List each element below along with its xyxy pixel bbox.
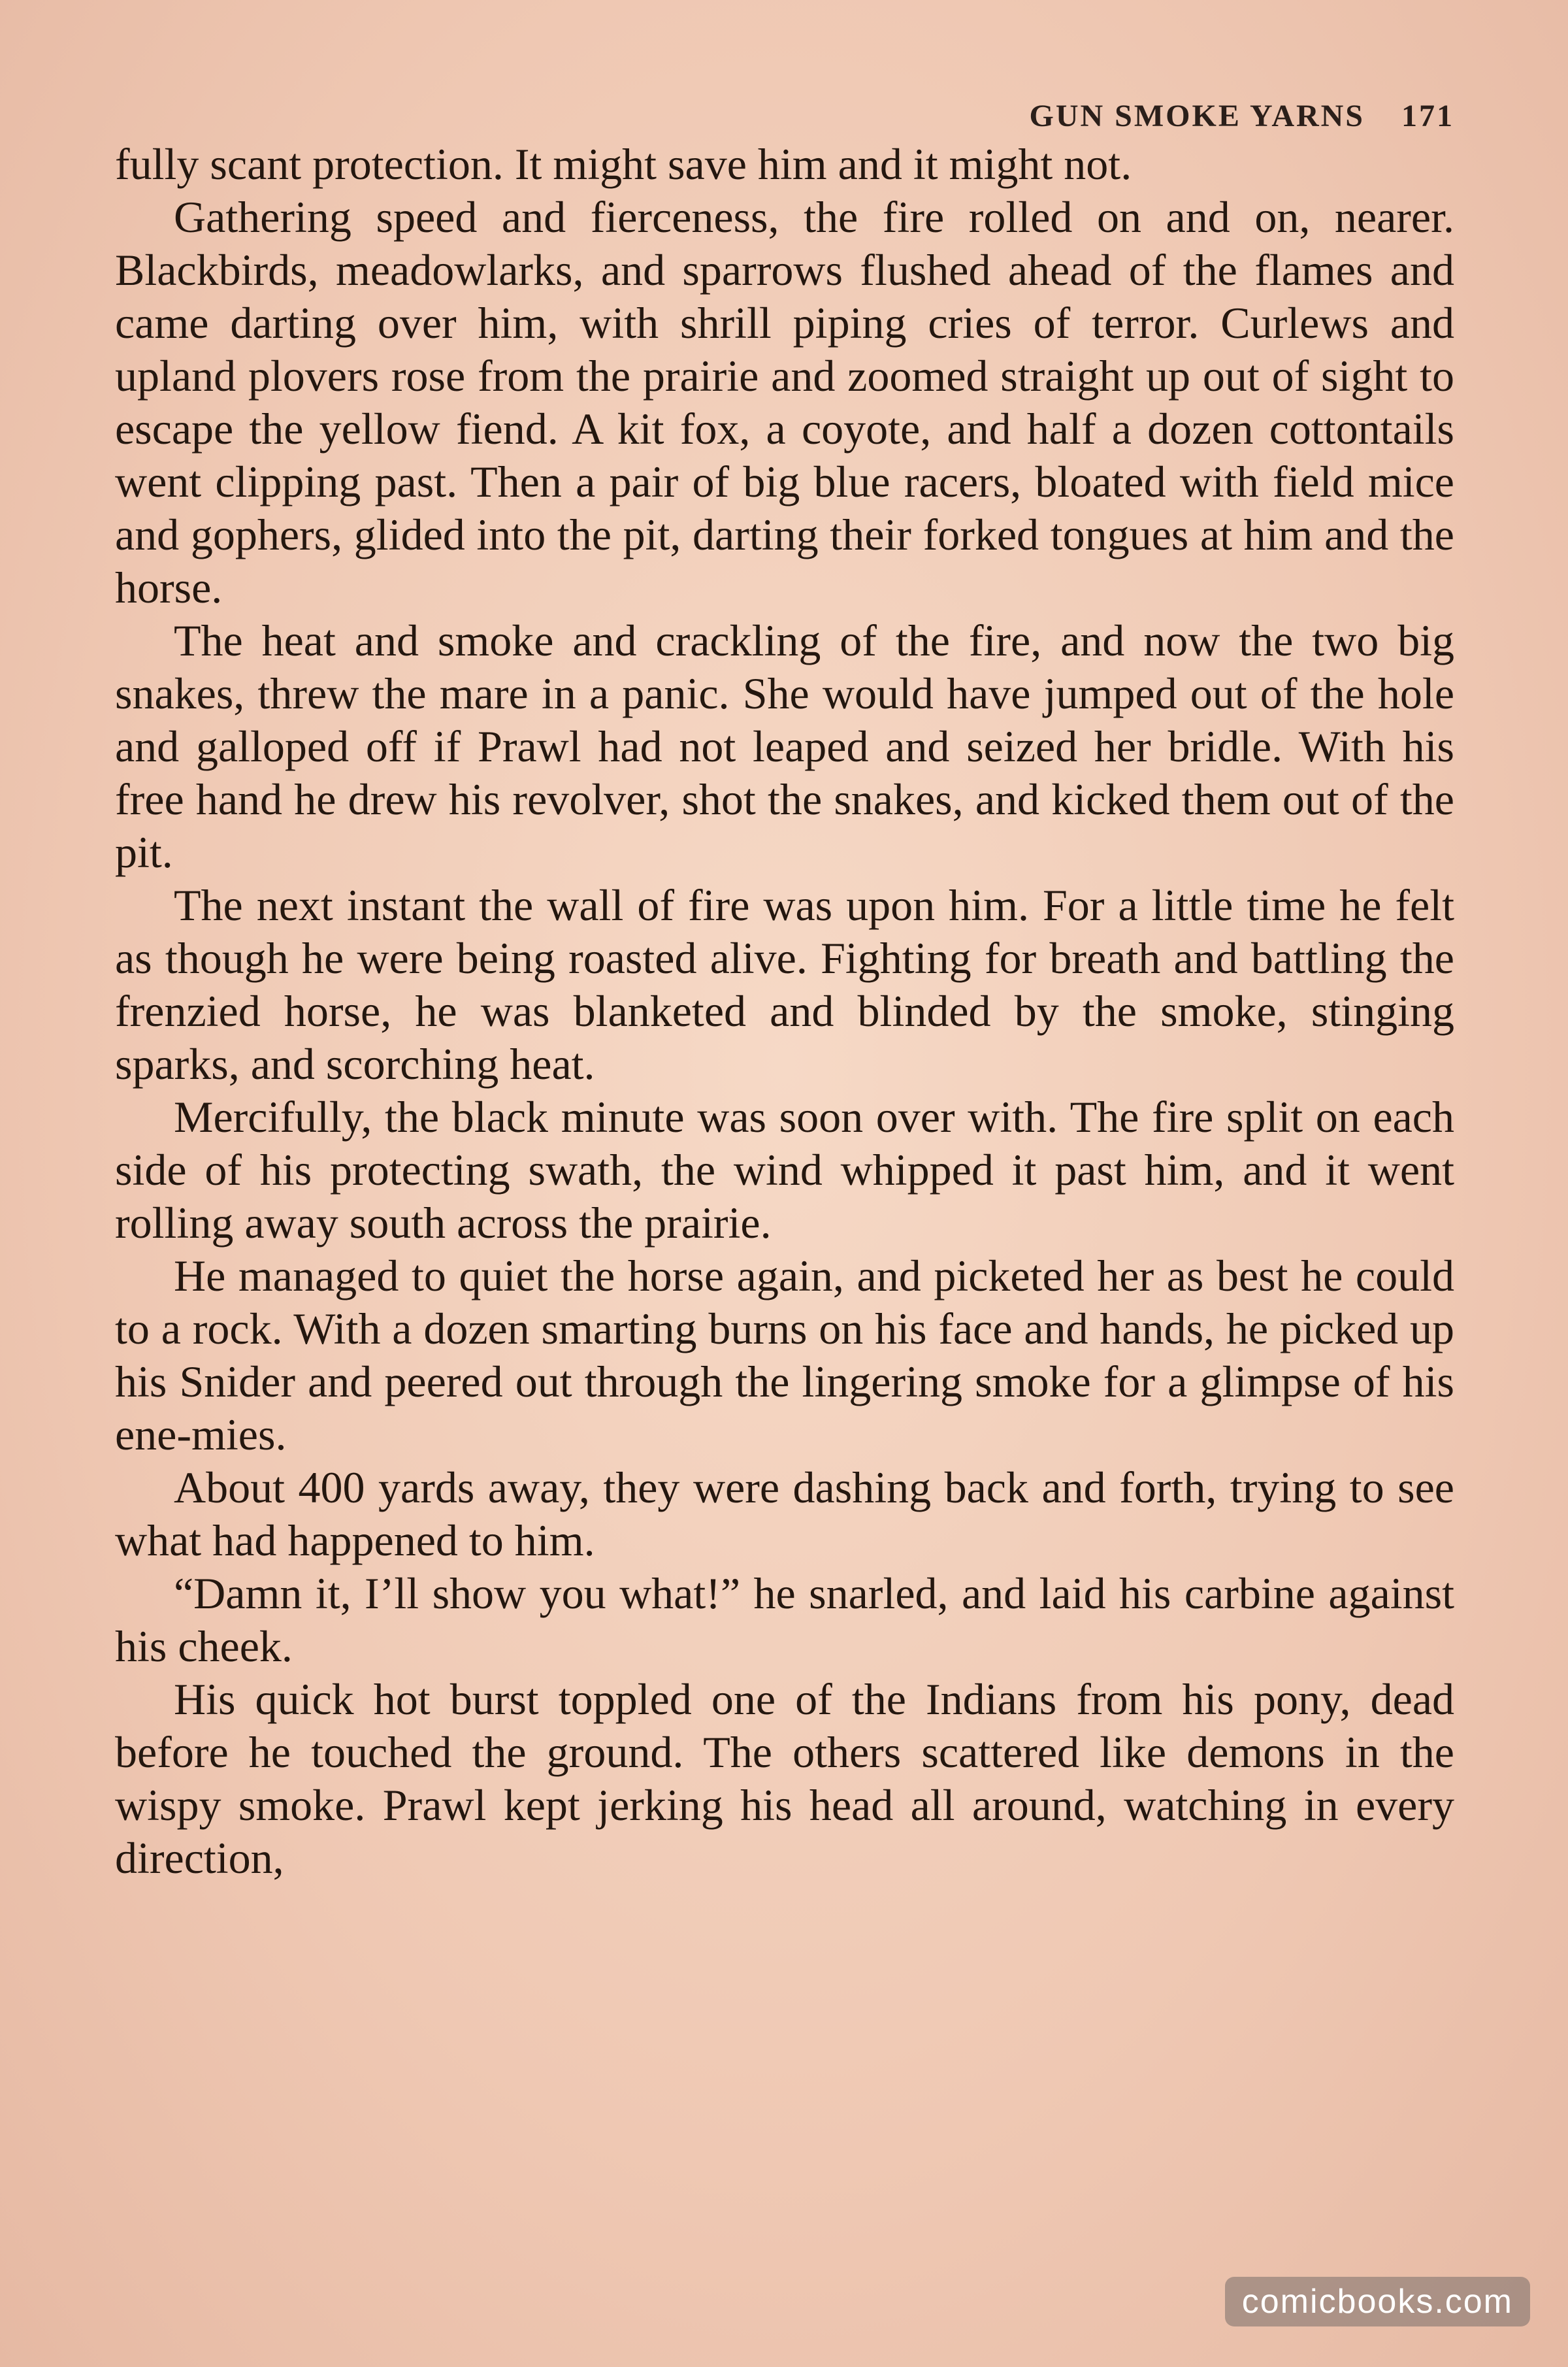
- running-title: GUN SMOKE YARNS: [1029, 99, 1365, 133]
- running-header: [115, 98, 1454, 134]
- paragraph: “Damn it, I’ll show you what!” he snarled, and laid his carbine against his cheek.: [115, 1568, 1454, 1671]
- paragraph-continued: fully scant protection. It might save him and it might not.: [115, 139, 1132, 189]
- watermark: comicbooks.com: [1225, 2277, 1530, 2326]
- paragraph: His quick hot burst toppled one of the Indians from his pony, dead before he touched the ground. The others scattered like demons in the wispy smoke. Prawl kept jerking his head all around, watching in every direction,: [115, 1674, 1454, 1883]
- paragraph: The heat and smoke and crackling of the fire, and now the two big snakes, threw the mare in a panic. She would have jumped out of the hole and galloped off if Prawl had not leaped and seized her bridle. With his free hand he drew his revolver, shot the snakes, and kicked them out of the pit.: [115, 616, 1454, 877]
- paragraph: About 400 yards away, they were dashing back and forth, trying to see what had happened to him.: [115, 1463, 1454, 1565]
- paragraph: Gathering speed and fierceness, the fire rolled on and on, nearer. Blackbirds, meadowlarks, and sparrows flushed ahead of the flames and came darting over him, with shrill piping cries of terror. Curlews and upland plovers rose from the prairie and zoomed straight up out of sight to escape the yellow fiend. A kit fox, a coyote, and half a dozen cottontails went clipping past. Then a pair of big blue racers, bloated with field mice and gophers, glided into the pit, darting their forked tongues at him and the horse.: [115, 192, 1454, 612]
- paragraph: He managed to quiet the horse again, and picketed her as best he could to a rock. With a dozen smarting burns on his face and hands, he picked up his Snider and peered out through the lingering smoke for a glimpse of his ene-mies.: [115, 1251, 1454, 1459]
- paragraph: Mercifully, the black minute was soon over with. The fire split on each side of his protecting swath, the wind whipped it past him, and it went rolling away south across the prairie.: [115, 1092, 1454, 1248]
- paragraph: The next instant the wall of fire was upon him. For a little time he felt as though he were being roasted alive. Fighting for breath and battling the frenzied horse, he was blanketed and blinded by the smoke, stinging sparks, and scorching heat.: [115, 880, 1454, 1089]
- body-text: [115, 138, 1454, 1885]
- page-number: 171: [1401, 99, 1454, 133]
- book-page: [115, 98, 1454, 1885]
